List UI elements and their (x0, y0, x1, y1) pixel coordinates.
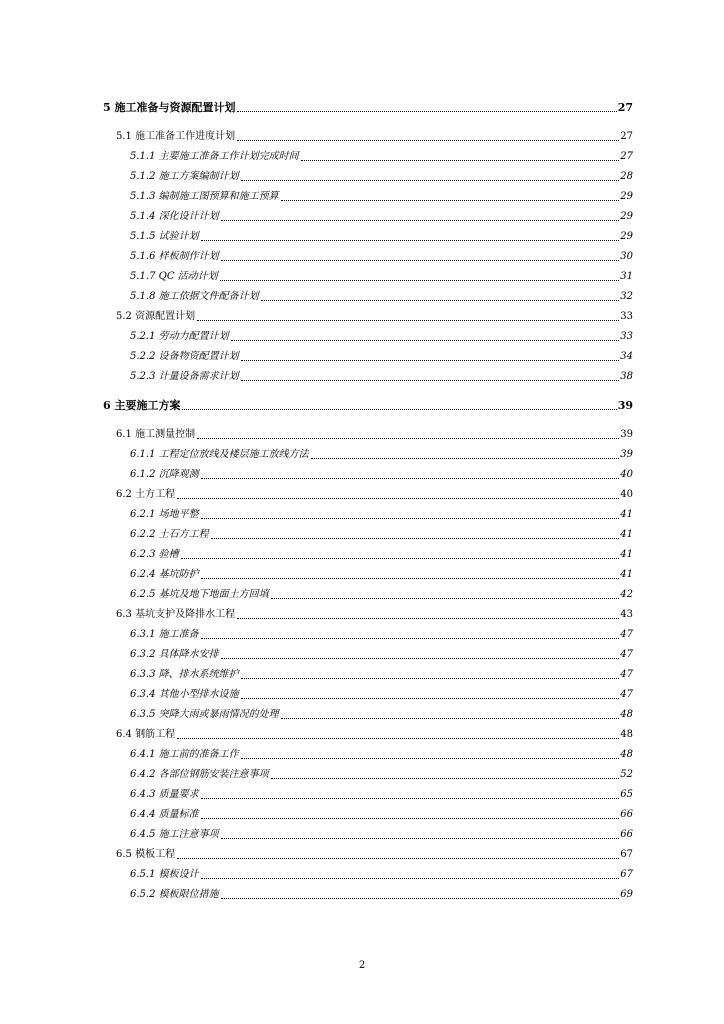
toc-entry-page: 33 (620, 331, 633, 342)
toc-dot-leader (241, 678, 620, 679)
toc-dot-leader (201, 798, 620, 799)
toc-entry-page: 48 (620, 709, 633, 720)
toc-entry-level-3[interactable] (130, 687, 633, 703)
toc-dot-leader (237, 111, 616, 112)
toc-dot-leader (241, 380, 620, 381)
toc-dot-leader (241, 758, 620, 759)
toc-entry-level-3[interactable] (130, 209, 633, 225)
toc-entry-title: 6.3.2 具体降水安排 (130, 649, 219, 660)
toc-entry-page: 27 (617, 101, 633, 114)
toc-entry-level-1[interactable] (103, 100, 633, 116)
toc-dot-leader (201, 478, 620, 479)
toc-entry-title: 5.1.1 主要施工准备工作计划完成时间 (130, 151, 299, 162)
page-number: 2 (358, 960, 366, 971)
toc-dot-leader (177, 738, 619, 739)
toc-dot-leader (181, 558, 620, 559)
toc-dot-leader (241, 360, 620, 361)
toc-entry-title: 6.1 施工测量控制 (116, 429, 196, 440)
toc-entry-level-3[interactable] (130, 269, 633, 285)
toc-entry-level-3[interactable] (130, 149, 633, 165)
toc-dot-leader (241, 180, 620, 181)
toc-entry-title: 6.4 钢筋工程 (116, 729, 176, 740)
toc-entry-level-3[interactable] (130, 189, 633, 205)
toc-dot-leader (177, 858, 619, 859)
toc-entry-title: 6.2.2 土石方工程 (130, 529, 209, 540)
toc-entry-level-2[interactable] (116, 129, 633, 145)
toc-entry-level-3[interactable] (130, 787, 633, 803)
toc-dot-leader (197, 438, 619, 439)
toc-dot-leader (281, 718, 620, 719)
toc-entry-page: 47 (620, 689, 633, 700)
toc-entry-title: 5.1.7 QC 活动计划 (130, 271, 218, 282)
toc-entry-page: 47 (620, 629, 633, 640)
toc-entry-title: 5.2.3 计量设备需求计划 (130, 371, 239, 382)
toc-dot-leader (201, 878, 620, 879)
toc-entry-title: 5.1.8 施工依据文件配备计划 (130, 291, 259, 302)
toc-dot-leader (201, 638, 620, 639)
toc-entry-level-3[interactable] (130, 547, 633, 563)
toc-entry-title: 5.1.3 编制施工图预算和施工预算 (130, 191, 279, 202)
toc-entry-level-3[interactable] (130, 747, 633, 763)
toc-entry-title: 6 主要施工方案 (103, 399, 181, 412)
toc-entry-page: 31 (620, 271, 633, 282)
toc-entry-title: 6.4.2 各部位钢筋安装注意事项 (130, 769, 269, 780)
toc-dot-leader (241, 698, 620, 699)
toc-dot-leader (271, 778, 620, 779)
toc-dot-leader (211, 538, 620, 539)
toc-entry-level-3[interactable] (130, 587, 633, 603)
toc-dot-leader (220, 280, 620, 281)
toc-entry-title: 5.1.5 试验计划 (130, 231, 199, 242)
toc-entry-page: 27 (620, 151, 633, 162)
toc-entry-level-3[interactable] (130, 647, 633, 663)
toc-entry-level-3[interactable] (130, 807, 633, 823)
toc-entry-page: 65 (620, 789, 633, 800)
toc-dot-leader (221, 260, 620, 261)
toc-entry-page: 69 (620, 889, 633, 900)
toc-dot-leader (311, 458, 620, 459)
toc-entry-title: 5 施工准备与资源配置计划 (103, 101, 236, 114)
toc-entry-level-3[interactable] (130, 627, 633, 643)
toc-entry-page: 27 (620, 131, 633, 142)
toc-entry-level-3[interactable] (130, 527, 633, 543)
toc-entry-level-3[interactable] (130, 349, 633, 365)
toc-dot-leader (221, 898, 620, 899)
toc-entry-page: 66 (620, 829, 633, 840)
toc-entry-page: 66 (620, 809, 633, 820)
toc-entry-level-3[interactable] (130, 329, 633, 345)
toc-entry-page: 41 (620, 549, 633, 560)
toc-entry-level-3[interactable] (130, 667, 633, 683)
toc-dot-leader (182, 409, 616, 410)
toc-entry-level-2[interactable] (116, 309, 633, 325)
toc-dot-leader (237, 140, 619, 141)
toc-entry-title: 6.3.3 降、排水系统维护 (130, 669, 239, 680)
toc-entry-title: 6.3 基坑支护及降排水工程 (116, 609, 236, 620)
toc-entry-page: 30 (620, 251, 633, 262)
toc-dot-leader (197, 320, 619, 321)
toc-entry-page: 67 (620, 869, 633, 880)
toc-entry-level-1[interactable] (103, 398, 633, 414)
toc-dot-leader (221, 838, 620, 839)
toc-entry-title: 5.1.2 施工方案编制计划 (130, 171, 239, 182)
toc-entry-page: 39 (617, 399, 633, 412)
toc-entry-level-3[interactable] (130, 507, 633, 523)
toc-entry-title: 5.1.4 深化设计计划 (130, 211, 219, 222)
toc-entry-level-2[interactable] (116, 427, 633, 443)
toc-entry-page: 41 (620, 509, 633, 520)
toc-dot-leader (177, 498, 619, 499)
toc-entry-title: 6.4.5 施工注意事项 (130, 829, 219, 840)
toc-dot-leader (201, 818, 620, 819)
toc-entry-title: 6.2.4 基坑防护 (130, 569, 199, 580)
toc-entry-page: 67 (620, 849, 633, 860)
toc-entry-page: 40 (620, 489, 633, 500)
toc-entry-page: 48 (620, 729, 633, 740)
toc-dot-leader (201, 578, 620, 579)
toc-entry-title: 6.3.4 其他小型排水设施 (130, 689, 239, 700)
toc-entry-page: 52 (620, 769, 633, 780)
toc-entry-level-3[interactable] (130, 867, 633, 883)
toc-entry-title: 6.2 土方工程 (116, 489, 176, 500)
toc-entry-title: 6.2.3 验槽 (130, 549, 179, 560)
toc-entry-level-2[interactable] (116, 487, 633, 503)
toc-entry-title: 6.5.1 模板设计 (130, 869, 199, 880)
toc-entry-level-2[interactable] (116, 727, 633, 743)
toc-entry-level-3[interactable] (130, 249, 633, 265)
toc-entry-level-2[interactable] (116, 607, 633, 623)
toc-entry-page: 28 (620, 171, 633, 182)
toc-dot-leader (201, 518, 620, 519)
toc-entry-level-3[interactable] (130, 369, 633, 385)
toc-entry-page: 29 (620, 231, 633, 242)
toc-entry-page: 29 (620, 211, 633, 222)
toc-dot-leader (261, 300, 620, 301)
toc-dot-leader (221, 220, 620, 221)
toc-entry-page: 38 (620, 371, 633, 382)
toc-dot-leader (281, 200, 620, 201)
toc-dot-leader (271, 598, 620, 599)
toc-entry-title: 5.2.1 劳动力配置计划 (130, 331, 229, 342)
toc-entry-title: 5.1 施工准备工作进度计划 (116, 131, 236, 142)
toc-entry-page: 39 (620, 429, 633, 440)
toc-dot-leader (231, 340, 620, 341)
toc-entry-title: 6.3.1 施工准备 (130, 629, 199, 640)
toc-dot-leader (221, 658, 620, 659)
toc-entry-title: 5.2 资源配置计划 (116, 311, 196, 322)
toc-entry-title: 6.3.5 突降大雨或暴雨情况的处理 (130, 709, 279, 720)
toc-entry-page: 42 (620, 589, 633, 600)
toc-entry-page: 47 (620, 669, 633, 680)
toc-entry-page: 41 (620, 569, 633, 580)
toc-entry-page: 33 (620, 311, 633, 322)
toc-entry-page: 41 (620, 529, 633, 540)
toc-entry-page: 43 (620, 609, 633, 620)
toc-entry-level-3[interactable] (130, 567, 633, 583)
toc-entry-level-2[interactable] (116, 847, 633, 863)
toc-entry-title: 6.1.2 沉降观测 (130, 469, 199, 480)
toc-entry-level-3[interactable] (130, 707, 633, 723)
toc-entry-level-3[interactable] (130, 467, 633, 483)
toc-entry-level-3[interactable] (130, 827, 633, 843)
toc-entry-level-3[interactable] (130, 887, 633, 903)
toc-entry-page: 29 (620, 191, 633, 202)
toc-dot-leader (201, 240, 620, 241)
toc-entry-title: 6.5 模板工程 (116, 849, 176, 860)
toc-entry-title: 6.2.1 场地平整 (130, 509, 199, 520)
toc-entry-title: 6.4.4 质量标准 (130, 809, 199, 820)
toc-entry-title: 5.2.2 设备物资配置计划 (130, 351, 239, 362)
toc-entry-title: 6.5.2 模板限位措施 (130, 889, 219, 900)
toc-entry-title: 5.1.6 样板制作计划 (130, 251, 219, 262)
toc-entry-page: 34 (620, 351, 633, 362)
toc-entry-title: 6.1.1 工程定位放线及楼层施工放线方法 (130, 449, 309, 460)
toc-entry-title: 6.4.1 施工前的准备工作 (130, 749, 239, 760)
toc-entry-page: 32 (620, 291, 633, 302)
toc-entry-page: 40 (620, 469, 633, 480)
toc-entry-level-3[interactable] (130, 289, 633, 305)
toc-entry-level-3[interactable] (130, 229, 633, 245)
toc-entry-page: 39 (620, 449, 633, 460)
toc-entry-title: 6.4.3 质量要求 (130, 789, 199, 800)
toc-entry-page: 48 (620, 749, 633, 760)
toc-entry-level-3[interactable] (130, 447, 633, 463)
toc-entry-level-3[interactable] (130, 767, 633, 783)
toc-entry-level-3[interactable] (130, 169, 633, 185)
toc-entry-page: 47 (620, 649, 633, 660)
toc-entry-title: 6.2.5 基坑及地下地面土方回填 (130, 589, 269, 600)
toc-dot-leader (237, 618, 619, 619)
toc-dot-leader (301, 160, 620, 161)
